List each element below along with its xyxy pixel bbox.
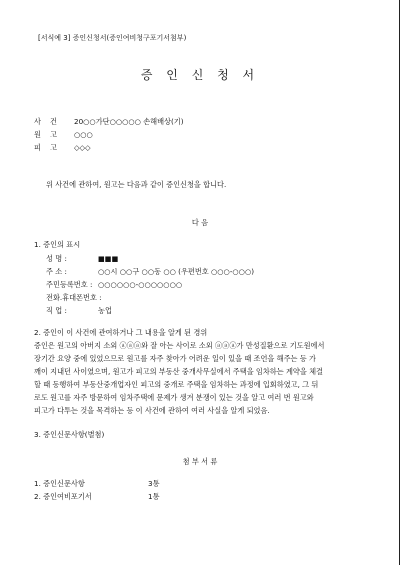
caption-value: 20○○가단○○○○○ 손해배상(기) [74,117,184,126]
field-value: 농업 [98,306,112,315]
field-label: 직 업 : [46,306,67,315]
field-label: 주민등록번호 : [46,280,93,289]
caption-value: ○○○ [74,130,93,139]
field-value: ○○○○○○-○○○○○○○ [98,280,183,289]
field-value: ○○시 ○○구 ○○동 ○○ (우편번호 ○○○-○○○) [98,267,255,276]
section2-line: 피고가 다투는 것을 목격하는 등 이 사건에 관하여 여러 사실을 알게 되었음. [34,406,270,415]
section2-line: 할 때 동행하여 부동산중개업자인 피고의 중개로 주택을 임차하는 과정에 입회하였고, 그 뒤 [34,380,319,389]
caption-label: 피고 [34,143,66,152]
attachment-count: 3통 [148,479,160,488]
section2-line: 깨이 지내던 사이였으며, 원고가 피고의 부동산 중개사무실에서 주택을 임차하는 계약을 체결 [34,367,323,376]
section3-title: 3. 증인신문사항(별첨) [34,430,105,439]
attachment-name: 2. 증인여비포기서 [34,492,92,501]
section2-line: 증인은 원고의 아버지 소외 ⓐⓐⓐ와 잘 아는 사이로 소외 ⓐⓐⓐ가 만성질환으로 기도원에서 [34,341,325,350]
witness-phone-field [46,293,102,303]
attachment-count: 1통 [148,492,160,501]
section1-title: 1. 증인의 표시 [34,240,81,249]
next-heading: 다 음 [191,218,209,227]
section2-line: 로도 원고를 자주 방문하여 임차주택에 문제가 생겨 분쟁이 있는 것을 알고 여러 번 원고와 [34,393,314,402]
intro-sentence: 위 사건에 관하여, 원고는 다음과 같이 증인신청을 합니다. [46,180,227,189]
attachment-name: 1. 증인신문사항 [34,479,85,488]
attachments-heading: 첨 부 서 류 [182,457,218,466]
field-label: 주 소 : [46,267,67,276]
witness-job-field [46,306,112,316]
document-title: 증 인 신 청 서 [140,68,260,82]
section2-title: 2. 증인이 이 사건에 관여하거나 그 내용을 알게 된 경위 [34,328,208,337]
caption-value: ◇◇◇ [74,143,91,152]
witness-name-field [46,254,118,264]
section2-line: 장기간 요양 중에 있었으므로 원고를 자주 찾아가 어려운 일이 있을 때 조언을 해주는 등 가 [34,354,316,363]
field-label: 성 명 : [46,254,67,263]
field-value: ■■■ [98,254,119,263]
witness-id-field [46,280,182,290]
caption-label: 사건 [34,117,66,126]
field-label: 전화.휴대폰번호 : [46,293,102,302]
witness-address-field [46,267,254,277]
caption-label: 원고 [34,130,66,139]
form-header-tag: [서식예 3] 증인신청서(증인여비청구포기서첨부) [38,34,187,42]
